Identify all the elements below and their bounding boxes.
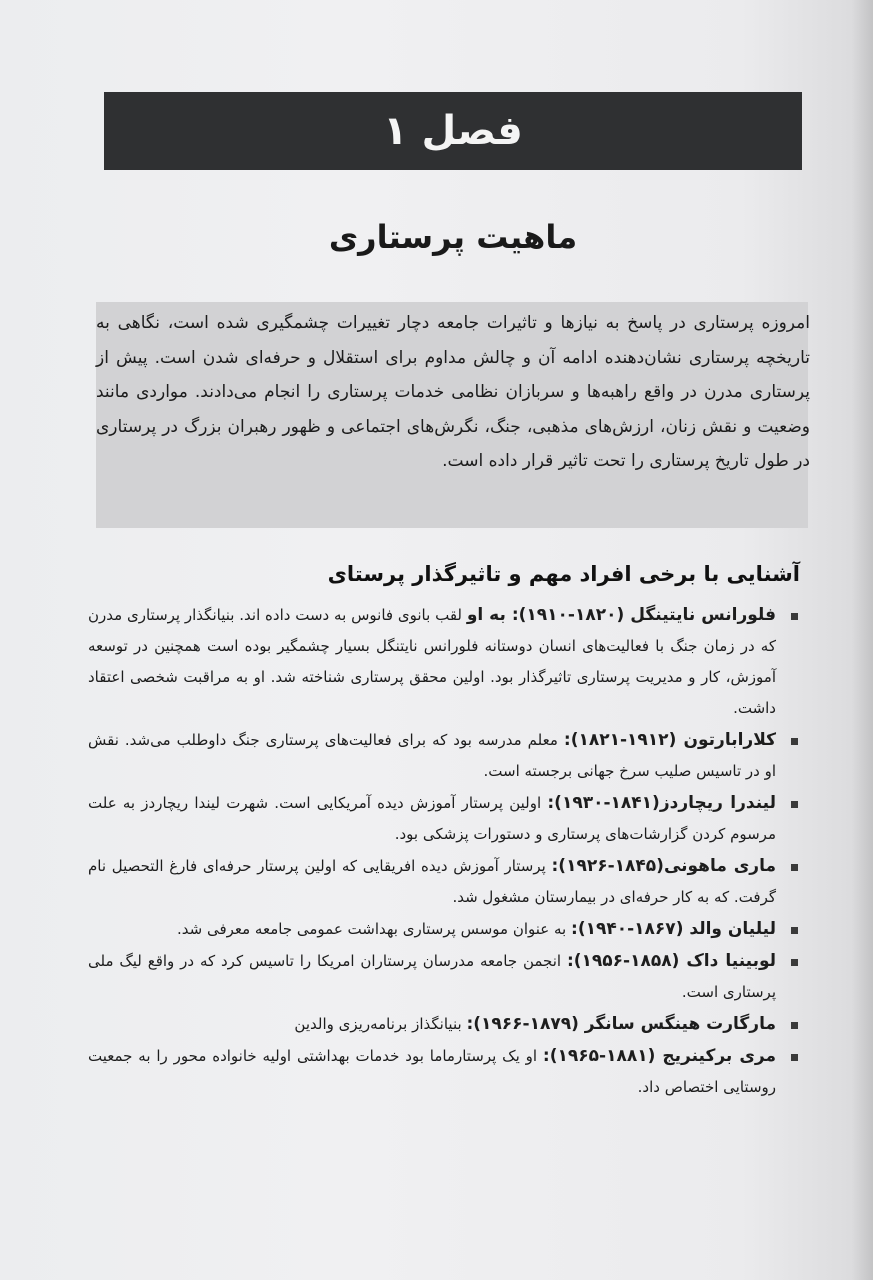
intro-paragraph: امروزه پرستاری در پاسخ به نیازها و تاثیرات جامعه دچار تغییرات چشمگیری شده است، نگاهی به تاریخچه پرستاری نشان‌دهنده ادامه آن و چالش مداوم برای استقلال و حرفه‌ای شدن است. پیش از پرستاری مدرن در واقع راهبه‌ها و سربازان نظامی خدمات پرستاری را انجام می‌دادند. مواردی مانند وضعیت و نقش زنان، ارزش‌های مذهبی، جنگ، نگرش‌های اجتماعی و ظهور رهبران بزرگ در پرستاری در طول تاریخ پرستاری را تحت تاثیر قرار داده است. — [96, 313, 810, 471]
person-description: او یک پرستارماما بود خدمات بهداشتی اولیه خانواده محور را به جمعیت روستایی اختصاص داد. — [88, 1047, 776, 1096]
section-heading: آشنایی با برخی افراد مهم و تاثیرگذار پرستای — [327, 562, 800, 586]
page-spine-shadow — [851, 0, 873, 1280]
person-name: ماری ماهونی(۱۸۴۵-۱۹۲۶): — [551, 856, 776, 876]
chapter-label: فصل ۱ — [383, 108, 523, 154]
chapter-banner — [104, 92, 802, 170]
chapter-title: ماهیت پرستاری — [328, 218, 578, 256]
bullet-icon — [791, 1054, 798, 1061]
person-name: مارگارت هینگس سانگر (۱۸۷۹-۱۹۶۶): — [466, 1014, 776, 1034]
person-description: لقب بانوی فانوس به دست داده اند. بنیانگذار پرستاری مدرن که در زمان جنگ با فعالیت‌های انسان دوستانه فلورانس نایتنگل بسیار چشمگیر بوده است همچنین در توسعه آموزش، کار و مدیریت پرستاری تاثیرگذار بود. اولین محقق پرستاری شناخته شد. او به مراقبت شخصی اعتقاد داشت. — [88, 606, 776, 717]
list-item — [88, 914, 800, 945]
bullet-icon — [791, 927, 798, 934]
bullet-icon — [791, 801, 798, 808]
list-item — [88, 1009, 800, 1040]
bullet-icon — [791, 613, 798, 620]
list-item — [88, 851, 800, 913]
person-name: لوبینیا داک (۱۸۵۸-۱۹۵۶): — [566, 951, 776, 971]
person-name: لیندرا ریچاردز(۱۸۴۱-۱۹۳۰): — [547, 793, 776, 813]
person-description: اولین پرستار آموزش دیده آمریکایی است. شهرت لیندا ریچاردز به علت مرسوم کردن گزارشات‌های پرستاری و دستورات پزشکی بود. — [88, 794, 776, 843]
people-list — [88, 600, 800, 1103]
person-name: کلارابارتون (۱۹۱۲-۱۸۲۱): — [563, 730, 776, 750]
bullet-icon — [791, 1022, 798, 1029]
bullet-icon — [791, 738, 798, 745]
person-name: فلورانس نایتینگل (۱۸۲۰-۱۹۱۰): به او — [466, 605, 776, 625]
bullet-icon — [791, 959, 798, 966]
list-item — [88, 725, 800, 787]
list-item — [88, 1041, 800, 1103]
person-name: لیلیان والد (۱۸۶۷-۱۹۴۰): — [571, 919, 776, 939]
person-description: بنیانگذاز برنامه‌ریزی والدین — [294, 1015, 467, 1033]
person-description: پرستار آموزش دیده افریقایی که اولین پرستار حرفه‌ای فارغ التحصیل نام گرفت. که به کار حرفه‌ای در بیمارستان مشغول شد. — [88, 857, 776, 906]
person-description: به عنوان موسس پرستاری بهداشت عمومی جامعه معرفی شد. — [176, 920, 572, 938]
bullet-icon — [791, 864, 798, 871]
list-item — [88, 600, 800, 724]
list-item — [88, 788, 800, 850]
person-description: معلم مدرسه بود که برای فعالیت‌های پرستاری جنگ داوطلب می‌شد. نقش او در تاسیس صلیب سرخ جهانی برجسته است. — [88, 731, 776, 780]
person-name: مری برکینریج (۱۸۸۱-۱۹۶۵): — [542, 1046, 777, 1066]
person-description: انجمن جامعه مدرسان پرستاران امریکا را تاسیس کرد که در واقع لیگ ملی پرستاری است. — [88, 952, 776, 1001]
list-item — [88, 946, 800, 1008]
